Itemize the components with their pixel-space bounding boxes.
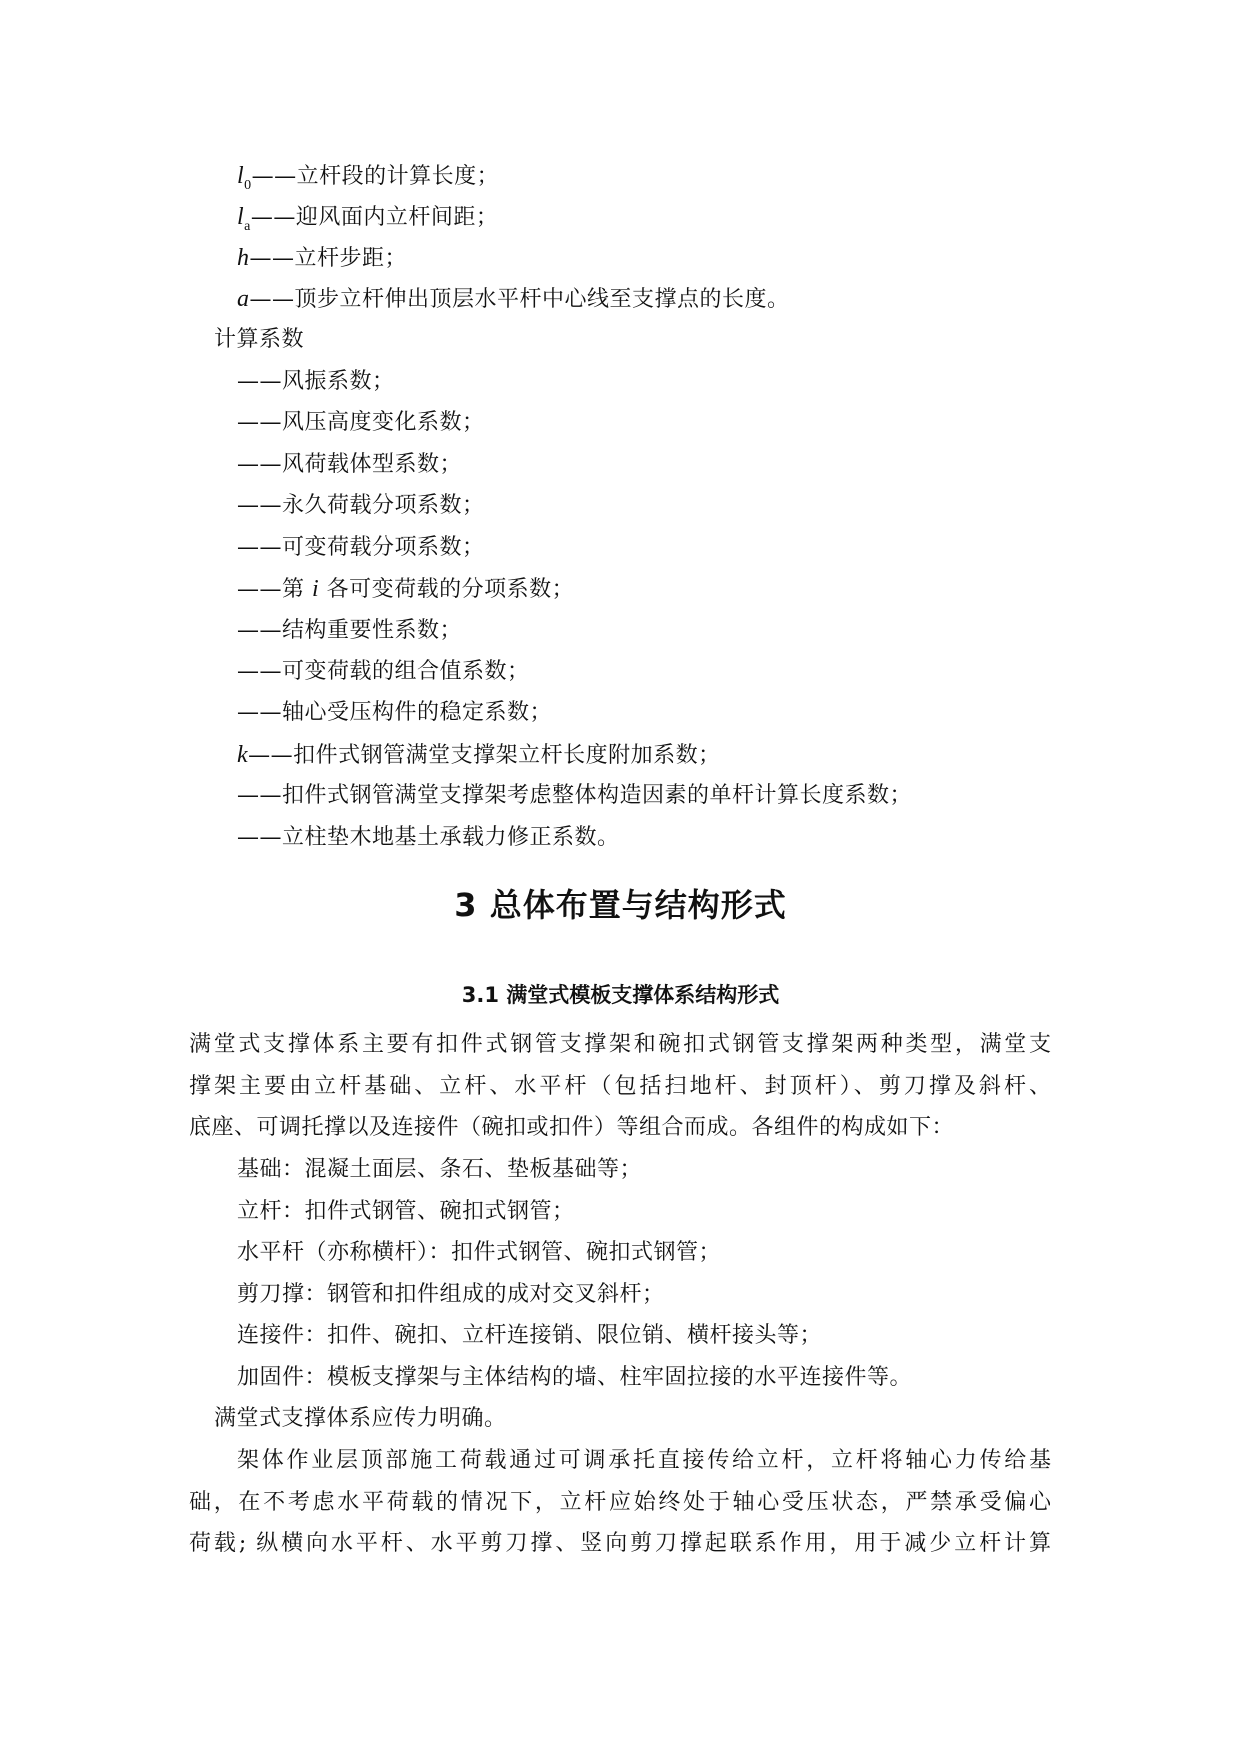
paragraph-line: 底座、可调托撑以及连接件（碗扣或扣件）等组合而成。各组件的构成如下： (189, 1115, 955, 1140)
paragraph-line: 础，在不考虑水平荷载的情况下，立杆应始终处于轴心受压状态，严禁承受偏心 (189, 1490, 1051, 1515)
coefficient-text: ——扣件式钢管满堂支撑架立杆长度附加系数； (248, 743, 721, 768)
symbol-def-a (237, 284, 790, 315)
symbol-def-h (237, 243, 407, 274)
symbol-subscript: a (244, 219, 251, 234)
symbol: l (237, 163, 245, 189)
symbol: h (237, 245, 250, 271)
paragraph-line: 荷载; 纵横向水平杆、水平剪刀撑、竖向剪刀撑起联系作用，用于减少立杆计算 (189, 1531, 1051, 1556)
coefficient-text-b: 各可变荷载的分项系数； (319, 577, 575, 602)
coefficient-def: ——风压高度变化系数； (237, 410, 485, 435)
paragraph-line: 满堂式支撑体系应传力明确。 (214, 1406, 507, 1431)
symbol: k (237, 742, 249, 768)
symbol-text: ——迎风面内立杆间距； (250, 205, 499, 230)
component-item: 基础：混凝土面层、条石、垫板基础等； (237, 1157, 643, 1182)
component-item: 水平杆（亦称横杆）：扣件式钢管、碗扣式钢管； (237, 1240, 722, 1265)
coefficient-def: ——立柱垫木地基土承载力修正系数。 (237, 825, 620, 850)
paragraph-line: 架体作业层顶部施工荷载通过可调承托直接传给立杆，立杆将轴心力传给基 (237, 1448, 1051, 1473)
coefficient-def: ——轴心受压构件的稳定系数； (237, 700, 553, 725)
index-symbol: i (312, 576, 320, 602)
coefficient-def: ——风荷载体型系数； (237, 452, 463, 477)
symbol-text: ——立杆段的计算长度； (251, 164, 500, 189)
symbol-text: ——立杆步距； (249, 246, 408, 271)
symbol-subscript: 0 (244, 178, 252, 193)
coefficient-def-k (237, 740, 721, 771)
component-item: 加固件：模板支撑架与主体结构的墙、柱牢固拉接的水平连接件等。 (237, 1365, 913, 1390)
coefficient-def: ——可变荷载的组合值系数； (237, 659, 530, 684)
component-item: 剪刀撑：钢管和扣件组成的成对交叉斜杆； (237, 1282, 665, 1307)
coefficient-def: ——可变荷载分项系数； (237, 535, 485, 560)
component-item: 立杆：扣件式钢管、碗扣式钢管； (237, 1199, 575, 1224)
paragraph-line: 撑架主要由立杆基础、立杆、水平杆（包括扫地杆、封顶杆）、剪刀撑及斜杆、 (189, 1074, 1051, 1099)
paragraph-line: 满堂式支撑体系主要有扣件式钢管支撑架和碗扣式钢管支撑架两种类型，满堂支 (189, 1032, 1051, 1057)
coefficient-def-i (237, 574, 574, 605)
coefficient-def: ——风振系数； (237, 369, 395, 394)
section-title: 3.1 满堂式模板支撑体系结构形式 (461, 983, 780, 1007)
symbol: l (237, 204, 245, 230)
coefficient-def: ——扣件式钢管满堂支撑架考虑整体构造因素的单杆计算长度系数； (237, 783, 913, 808)
component-item: 连接件：扣件、碗扣、立杆连接销、限位销、横杆接头等； (237, 1323, 823, 1348)
chapter-title: 3 总体布置与结构形式 (454, 886, 787, 924)
symbol-text: ——顶步立杆伸出顶层水平杆中心线至支撑点的长度。 (249, 287, 790, 312)
coefficients-heading: 计算系数 (214, 327, 305, 352)
symbol-def-l0 (237, 161, 499, 195)
symbol-def-la (237, 202, 498, 236)
coefficient-def: ——结构重要性系数； (237, 618, 463, 643)
symbol: a (237, 286, 250, 312)
coefficient-text-a: ——第 (237, 577, 312, 602)
coefficient-def: ——永久荷载分项系数； (237, 493, 485, 518)
